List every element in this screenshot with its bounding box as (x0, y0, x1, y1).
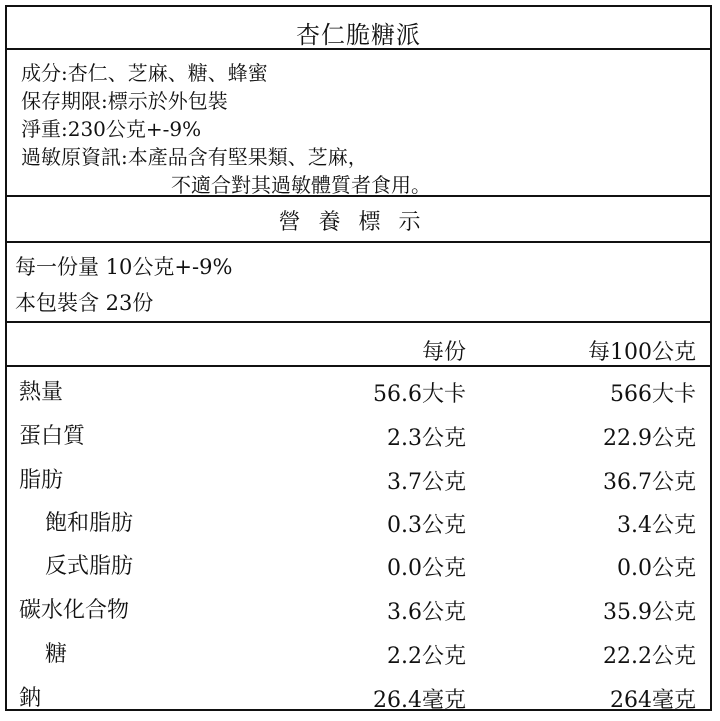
nutrition-row (7, 593, 710, 633)
divider (7, 195, 710, 197)
nutrient-name: 碳水化合物 (19, 598, 130, 623)
per-100g-value: 0.0公克 (617, 556, 696, 581)
nutrient-name: 反式脂肪 (45, 554, 134, 579)
per-serving-value: 0.3公克 (387, 513, 466, 538)
per-100g-value: 264毫克 (610, 688, 696, 713)
nutrient-name: 鈉 (19, 686, 42, 711)
shelf-life-text: 保存期限:標示於外包裝 (21, 89, 228, 113)
divider (7, 365, 710, 367)
per-100g-value: 36.7公克 (603, 470, 696, 495)
servings-per-package: 本包裝含 23份 (15, 291, 154, 315)
allergen-text: 過敏原資訊:本產品含有堅果類、芝麻， (21, 145, 368, 169)
ingredients-text: 成分:杏仁、芝麻、糖、蜂蜜 (21, 61, 268, 85)
per-100g-value: 22.2公克 (603, 644, 696, 669)
nutrition-row (7, 681, 710, 721)
product-info (21, 59, 431, 199)
divider (7, 241, 710, 243)
column-header-per-serving: 每份 (421, 340, 466, 365)
nutrition-label (5, 5, 712, 711)
net-weight-text: 淨重:230公克+-9% (21, 117, 202, 141)
nutrient-name: 糖 (45, 642, 68, 667)
per-serving-value: 2.3公克 (387, 426, 466, 451)
per-serving-value: 2.2公克 (387, 644, 466, 669)
per-serving-value: 0.0公克 (387, 556, 466, 581)
divider (7, 321, 710, 323)
product-title: 杏仁脆糖派 (296, 21, 421, 49)
nutrition-row (7, 463, 710, 503)
nutrition-heading: 營養標示 (278, 210, 439, 235)
nutrient-name: 蛋白質 (19, 424, 86, 449)
divider (7, 48, 710, 50)
nutrient-name: 熱量 (19, 380, 64, 405)
nutrition-row (7, 549, 710, 589)
per-serving-value: 26.4毫克 (373, 688, 466, 713)
per-100g-value: 3.4公克 (617, 513, 696, 538)
nutrition-row (7, 506, 710, 546)
per-100g-value: 35.9公克 (603, 600, 696, 625)
allergen-text-continued: 不適合對其過敏體質者食用。 (171, 173, 431, 197)
nutrient-name: 脂肪 (19, 468, 64, 493)
nutrient-name: 飽和脂肪 (45, 511, 134, 536)
column-header-per-100g: 每100公克 (588, 340, 696, 365)
nutrition-row (7, 419, 710, 459)
serving-size: 每一份量 10公克+-9% (15, 255, 233, 279)
per-serving-value: 3.6公克 (387, 600, 466, 625)
per-100g-value: 22.9公克 (603, 426, 696, 451)
per-100g-value: 566大卡 (610, 382, 696, 407)
nutrition-row (7, 375, 710, 415)
per-serving-value: 3.7公克 (387, 470, 466, 495)
per-serving-value: 56.6大卡 (373, 382, 466, 407)
nutrition-row (7, 637, 710, 677)
